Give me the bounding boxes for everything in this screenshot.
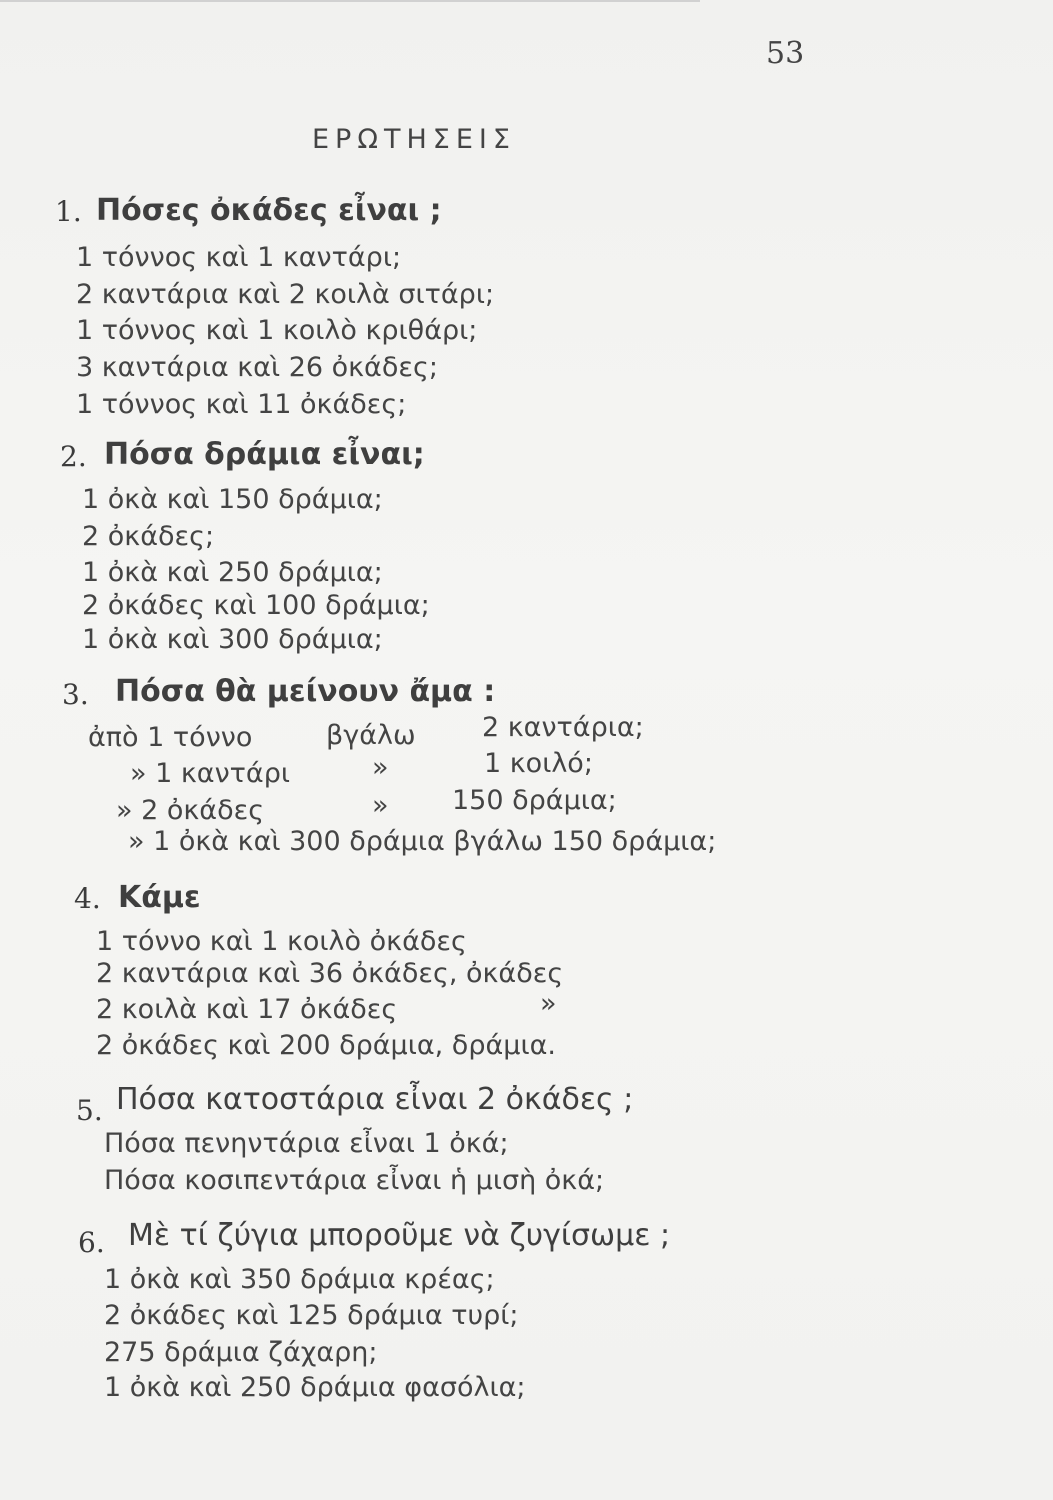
question-1-item: 3 καντάρια καὶ 26 ὀκάδες; <box>76 352 438 383</box>
page-edge <box>0 0 700 8</box>
question-4-title: Κάμε <box>118 880 201 915</box>
question-3-row-1-col-2: βγάλω <box>326 720 416 751</box>
question-4-number: 4. <box>74 882 101 915</box>
question-5-title: Πόσα κατοστάρια εἶναι 2 ὀκάδες ; <box>116 1082 634 1117</box>
question-6-item: 275 δράμια ζάχαρη; <box>104 1337 378 1368</box>
question-2-number: 2. <box>60 440 87 473</box>
question-6-number: 6. <box>78 1226 105 1259</box>
question-6-item: 2 ὀκάδες καὶ 125 δράμια τυρί; <box>104 1300 519 1331</box>
question-6-item: 1 ὀκὰ καὶ 350 δράμια κρέας; <box>104 1264 495 1295</box>
question-3-row-3-col-3: 150 δράμια; <box>452 785 617 816</box>
question-6-item: 1 ὀκὰ καὶ 250 δράμια φασόλια; <box>104 1372 526 1403</box>
question-3-row-1-col-3: 2 καντάρια; <box>482 712 644 743</box>
question-4-row-1: 1 τόννο καὶ 1 κοιλὸ ὀκάδες <box>96 926 467 957</box>
question-4-row-3-ditto: » <box>540 988 557 1019</box>
question-4-row-3: 2 κοιλὰ καὶ 17 ὀκάδες <box>96 994 398 1025</box>
question-3-row-4-col-1: » 1 ὀκὰ καὶ 300 δράμια βγάλω 150 δράμια; <box>128 826 717 857</box>
question-1-number: 1. <box>55 195 82 228</box>
question-3-row-2-col-2: » <box>372 752 389 783</box>
question-3-number: 3. <box>62 678 89 711</box>
question-3-title: Πόσα θὰ μείνουν ἄμα : <box>115 674 496 709</box>
question-3-row-3-col-1: » 2 ὀκάδες <box>116 795 265 826</box>
question-2-item: 1 ὀκὰ καὶ 250 δράμια; <box>82 557 383 588</box>
page-heading: ΕΡΩΤΗΣΕΙΣ <box>312 124 516 155</box>
question-3-row-2-col-3: 1 κοιλό; <box>484 748 593 779</box>
question-5-item: Πόσα κοσιπεντάρια εἶναι ἡ μισὴ ὀκά; <box>104 1165 605 1196</box>
question-6-title: Μὲ τί ζύγια μποροῦμε νὰ ζυγίσωμε ; <box>128 1218 671 1253</box>
question-1-item: 1 τόννος καὶ 11 ὀκάδες; <box>76 389 407 420</box>
question-1-item: 1 τόννος καὶ 1 καντάρι; <box>76 242 402 273</box>
question-3-row-2-col-1: » 1 καντάρι <box>130 758 290 789</box>
question-2-item: 2 ὀκάδες καὶ 100 δράμια; <box>82 590 430 621</box>
question-5-item: Πόσα πενηντάρια εἶναι 1 ὀκά; <box>104 1128 509 1159</box>
question-3-row-1-col-1: ἀπὸ 1 τόννο <box>88 722 253 753</box>
question-5-number: 5. <box>76 1094 103 1127</box>
page-number: 53 <box>766 36 805 71</box>
question-2-title: Πόσα δράμια εἶναι; <box>104 437 425 472</box>
question-1-title: Πόσες ὀκάδες εἶναι ; <box>96 193 442 228</box>
question-1-item: 1 τόννος καὶ 1 κοιλὸ κριθάρι; <box>76 315 478 346</box>
question-4-row-2: 2 καντάρια καὶ 36 ὀκάδες, ὀκάδες <box>96 958 564 989</box>
question-2-item: 1 ὀκὰ καὶ 300 δράμια; <box>82 624 383 655</box>
question-2-item: 1 ὀκὰ καὶ 150 δράμια; <box>82 484 383 515</box>
question-3-row-3-col-2: » <box>372 790 389 821</box>
question-4-row-4: 2 ὀκάδες καὶ 200 δράμια, δράμια. <box>96 1030 556 1061</box>
question-2-item: 2 ὀκάδες; <box>82 521 215 552</box>
question-1-item: 2 καντάρια καὶ 2 κοιλὰ σιτάρι; <box>76 279 495 310</box>
